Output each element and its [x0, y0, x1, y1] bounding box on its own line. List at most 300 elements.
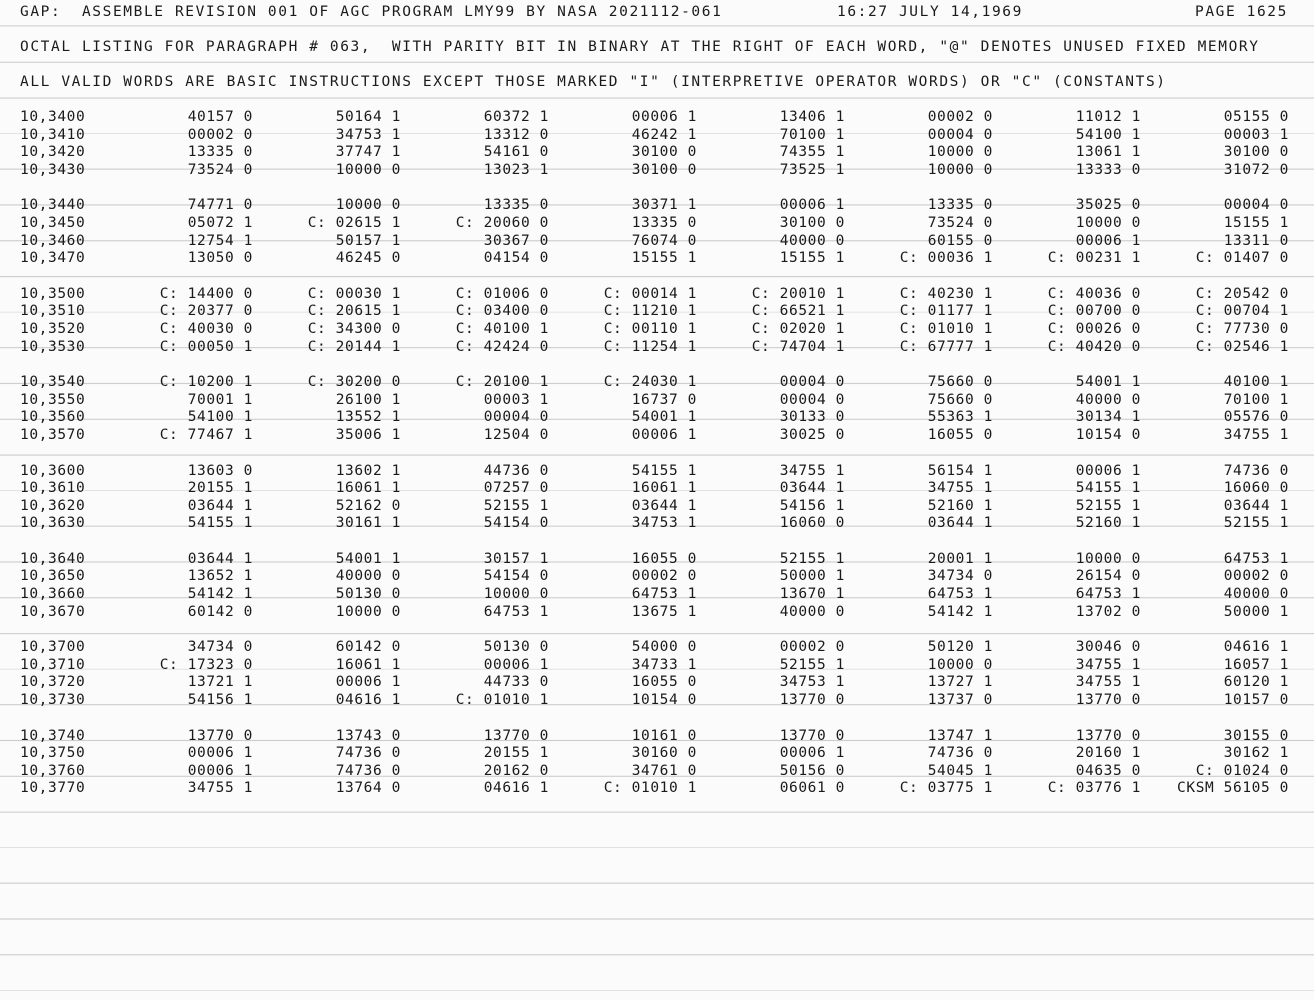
address-cell: 10,3630 [20, 515, 86, 532]
table-row [0, 674, 1314, 692]
word-cell: 34733 1 [631, 656, 697, 673]
word-cell: C: 02615 1 [307, 214, 401, 231]
word-cell: 03644 1 [187, 497, 253, 514]
word-cell: 03644 1 [187, 550, 253, 567]
word-cell: 30157 1 [483, 550, 549, 567]
address-cell: 10,3530 [20, 338, 86, 355]
word-cell: 10161 0 [631, 727, 697, 744]
word-cell: 40000 0 [779, 232, 845, 249]
word-cell: 20001 1 [927, 550, 993, 567]
address-cell: 10,3770 [20, 780, 86, 797]
word-cell: 54156 1 [779, 497, 845, 514]
word-cell: C: 00036 1 [899, 250, 993, 267]
word-cell: 30100 0 [631, 161, 697, 178]
word-cell: 64753 1 [483, 603, 549, 620]
word-cell: 40000 0 [1223, 586, 1289, 603]
word-cell: 52155 1 [1223, 515, 1289, 532]
word-cell: C: 01006 0 [455, 285, 549, 302]
word-cell: 34755 1 [779, 462, 845, 479]
word-cell: C: 30200 0 [307, 374, 401, 391]
word-cell: 13333 0 [1075, 161, 1141, 178]
word-cell: 13335 0 [631, 214, 697, 231]
word-cell: 00004 0 [927, 126, 993, 143]
word-cell: 34761 0 [631, 762, 697, 779]
word-cell: 60120 1 [1223, 674, 1289, 691]
word-cell: C: 03400 0 [455, 303, 549, 320]
word-cell: 04616 1 [1223, 639, 1289, 656]
word-cell: 31072 0 [1223, 161, 1289, 178]
word-cell: 44736 0 [483, 462, 549, 479]
word-cell: CKSM 56105 0 [1177, 780, 1289, 797]
address-cell: 10,3510 [20, 303, 86, 320]
table-row [0, 639, 1314, 657]
word-cell: 00006 1 [1075, 462, 1141, 479]
word-cell: 52162 0 [335, 497, 401, 514]
word-cell: 40000 0 [1075, 391, 1141, 408]
word-cell: 50120 1 [927, 639, 993, 656]
word-cell: 30161 1 [335, 515, 401, 532]
word-cell: 15155 1 [631, 250, 697, 267]
octal-listing-table [0, 109, 1314, 798]
table-row [0, 197, 1314, 215]
word-cell: 03644 1 [631, 497, 697, 514]
word-cell: 54100 1 [187, 409, 253, 426]
table-row [0, 463, 1314, 481]
word-cell: 13406 1 [779, 109, 845, 125]
word-cell: 74355 1 [779, 144, 845, 161]
word-cell: C: 40030 0 [159, 320, 253, 337]
word-cell: 76074 0 [631, 232, 697, 249]
word-cell: 34755 1 [187, 780, 253, 797]
word-cell: C: 01010 1 [455, 692, 549, 709]
word-cell: 30100 0 [779, 214, 845, 231]
word-cell: 13552 1 [335, 409, 401, 426]
address-cell: 10,3700 [20, 639, 86, 656]
word-cell: 13702 0 [1075, 603, 1141, 620]
word-cell: 50000 1 [779, 568, 845, 585]
word-cell: 26100 1 [335, 391, 401, 408]
word-cell: 13770 0 [187, 727, 253, 744]
table-row [0, 392, 1314, 410]
word-cell: C: 40100 1 [455, 320, 549, 337]
word-cell: 10000 0 [335, 197, 401, 214]
word-cell: 16061 1 [335, 480, 401, 497]
table-row [0, 215, 1314, 233]
word-cell: 13770 0 [779, 692, 845, 709]
word-cell: 50164 1 [335, 109, 401, 125]
word-cell: 54142 1 [927, 603, 993, 620]
word-cell: 60142 0 [187, 603, 253, 620]
word-cell: 34755 1 [1075, 656, 1141, 673]
word-cell: 34755 1 [1075, 674, 1141, 691]
address-cell: 10,3400 [20, 109, 86, 125]
word-cell: 00003 1 [483, 391, 549, 408]
table-row [0, 568, 1314, 586]
word-cell: 13747 1 [927, 727, 993, 744]
word-cell: 00004 0 [779, 391, 845, 408]
word-cell: 30100 0 [1223, 144, 1289, 161]
word-cell: 26154 0 [1075, 568, 1141, 585]
word-cell: 00006 1 [335, 674, 401, 691]
table-row [0, 409, 1314, 427]
word-cell: 55363 1 [927, 409, 993, 426]
address-cell: 10,3760 [20, 762, 86, 779]
table-row [0, 780, 1314, 798]
word-cell: 13312 0 [483, 126, 549, 143]
word-cell: 16055 0 [631, 550, 697, 567]
word-cell: 13770 0 [483, 727, 549, 744]
word-cell: 50157 1 [335, 232, 401, 249]
word-cell: C: 00050 1 [159, 338, 253, 355]
word-cell: C: 01177 1 [899, 303, 993, 320]
word-cell: 52155 1 [779, 656, 845, 673]
address-cell: 10,3650 [20, 568, 86, 585]
word-cell: 30160 0 [631, 745, 697, 762]
word-cell: 74771 0 [187, 197, 253, 214]
table-row [0, 162, 1314, 180]
word-cell: 50156 0 [779, 762, 845, 779]
word-cell: 13675 1 [631, 603, 697, 620]
word-cell: C: 20542 0 [1195, 285, 1289, 302]
word-cell: 13061 1 [1075, 144, 1141, 161]
word-cell: 10157 0 [1223, 692, 1289, 709]
word-cell: 60372 1 [483, 109, 549, 125]
word-cell: C: 77730 0 [1195, 320, 1289, 337]
word-cell: 60155 0 [927, 232, 993, 249]
word-cell: 04616 1 [335, 692, 401, 709]
word-cell: 12754 1 [187, 232, 253, 249]
word-cell: C: 42424 0 [455, 338, 549, 355]
table-row [0, 763, 1314, 781]
word-cell: 20162 0 [483, 762, 549, 779]
word-cell: C: 00231 1 [1047, 250, 1141, 267]
word-cell: C: 02020 1 [751, 320, 845, 337]
table-row [0, 604, 1314, 622]
word-cell: 74736 0 [335, 745, 401, 762]
table-row [0, 127, 1314, 145]
word-cell: 35025 0 [1075, 197, 1141, 214]
word-cell: 54155 1 [187, 515, 253, 532]
address-cell: 10,3750 [20, 745, 86, 762]
table-row [0, 109, 1314, 127]
address-cell: 10,3440 [20, 197, 86, 214]
address-cell: 10,3500 [20, 285, 86, 302]
word-cell: C: 00110 1 [603, 320, 697, 337]
word-cell: 30162 1 [1223, 745, 1289, 762]
word-cell: 34755 1 [927, 480, 993, 497]
assembly-header: GAP: ASSEMBLE REVISION 001 OF AGC PROGRAM LMY99 BY NASA 2021112-061 [20, 4, 723, 20]
word-cell: 10000 0 [335, 603, 401, 620]
word-cell: 54001 1 [335, 550, 401, 567]
word-cell: 60142 0 [335, 639, 401, 656]
word-cell: 30046 0 [1075, 639, 1141, 656]
word-cell: 00006 1 [187, 745, 253, 762]
word-cell: C: 77467 1 [159, 426, 253, 443]
word-cell: C: 10200 1 [159, 374, 253, 391]
word-cell: 13743 0 [335, 727, 401, 744]
word-cell: 03644 1 [779, 480, 845, 497]
word-cell: 30367 0 [483, 232, 549, 249]
word-cell: 12504 0 [483, 426, 549, 443]
word-cell: C: 20060 0 [455, 214, 549, 231]
word-cell: 13023 1 [483, 161, 549, 178]
address-cell: 10,3420 [20, 144, 86, 161]
word-cell: 13335 0 [927, 197, 993, 214]
word-cell: 34734 0 [927, 568, 993, 585]
word-cell: 04616 1 [483, 780, 549, 797]
word-cell: 15155 1 [1223, 214, 1289, 231]
word-cell: 13335 0 [187, 144, 253, 161]
word-cell: C: 40420 0 [1047, 338, 1141, 355]
address-cell: 10,3470 [20, 250, 86, 267]
word-cell: C: 40036 0 [1047, 285, 1141, 302]
word-cell: 05072 1 [187, 214, 253, 231]
word-cell: 54001 1 [631, 409, 697, 426]
table-row [0, 233, 1314, 251]
word-cell: 10000 0 [927, 161, 993, 178]
word-cell: C: 66521 1 [751, 303, 845, 320]
word-cell: 00002 0 [631, 568, 697, 585]
table-row [0, 321, 1314, 339]
word-cell: 40100 1 [1223, 374, 1289, 391]
word-cell: 00003 1 [1223, 126, 1289, 143]
word-cell: 13737 0 [927, 692, 993, 709]
word-cell: C: 67777 1 [899, 338, 993, 355]
word-cell: 13670 1 [779, 586, 845, 603]
word-cell: 46242 1 [631, 126, 697, 143]
word-cell: C: 74704 1 [751, 338, 845, 355]
word-cell: 13727 1 [927, 674, 993, 691]
table-row [0, 515, 1314, 533]
word-cell: 54001 1 [1075, 374, 1141, 391]
address-cell: 10,3570 [20, 426, 86, 443]
address-cell: 10,3610 [20, 480, 86, 497]
word-cell: 35006 1 [335, 426, 401, 443]
word-cell: 10000 0 [927, 144, 993, 161]
word-cell: 03644 1 [927, 515, 993, 532]
word-cell: 00002 0 [927, 109, 993, 125]
word-cell: 04154 0 [483, 250, 549, 267]
word-cell: 74736 0 [927, 745, 993, 762]
word-cell: 13050 0 [187, 250, 253, 267]
word-cell: C: 20377 0 [159, 303, 253, 320]
word-cell: 52160 1 [1075, 515, 1141, 532]
word-cell: 00006 1 [1075, 232, 1141, 249]
address-cell: 10,3550 [20, 391, 86, 408]
word-cell: 50130 0 [483, 639, 549, 656]
word-cell: 54161 0 [483, 144, 549, 161]
table-row [0, 303, 1314, 321]
word-cell: 75660 0 [927, 391, 993, 408]
table-row [0, 250, 1314, 268]
word-cell: 74736 0 [335, 762, 401, 779]
word-cell: 73524 0 [187, 161, 253, 178]
word-cell: 13770 0 [1075, 727, 1141, 744]
word-cell: 13770 0 [779, 727, 845, 744]
word-cell: 30134 1 [1075, 409, 1141, 426]
word-cell: 52160 1 [927, 497, 993, 514]
word-cell: 34755 1 [1223, 426, 1289, 443]
word-cell: 10154 0 [631, 692, 697, 709]
table-row [0, 692, 1314, 710]
word-cell: 70100 1 [779, 126, 845, 143]
word-cell: 16057 1 [1223, 656, 1289, 673]
table-row [0, 286, 1314, 304]
word-cell: 13602 1 [335, 462, 401, 479]
word-cell: 16055 0 [927, 426, 993, 443]
word-cell: 40000 0 [779, 603, 845, 620]
word-cell: 64753 1 [1223, 550, 1289, 567]
word-cell: 30133 0 [779, 409, 845, 426]
table-row [0, 339, 1314, 357]
word-cell: 00006 1 [483, 656, 549, 673]
word-cell: 34734 0 [187, 639, 253, 656]
address-cell: 10,3660 [20, 586, 86, 603]
address-cell: 10,3460 [20, 232, 86, 249]
word-cell: 20155 1 [483, 745, 549, 762]
word-cell: 74736 0 [1223, 462, 1289, 479]
word-cell: 52155 1 [483, 497, 549, 514]
page-number: PAGE 1625 [1195, 4, 1288, 20]
word-cell: C: 20144 1 [307, 338, 401, 355]
table-row [0, 728, 1314, 746]
address-cell: 10,3410 [20, 126, 86, 143]
word-cell: 54155 1 [631, 462, 697, 479]
word-cell: 00006 1 [631, 426, 697, 443]
word-cell: C: 11254 1 [603, 338, 697, 355]
address-cell: 10,3730 [20, 692, 86, 709]
address-cell: 10,3620 [20, 497, 86, 514]
word-cell: 05576 0 [1223, 409, 1289, 426]
table-row [0, 745, 1314, 763]
word-cell: C: 03775 1 [899, 780, 993, 797]
word-cell: 54155 1 [1075, 480, 1141, 497]
word-cell: 34753 1 [335, 126, 401, 143]
word-cell: C: 24030 1 [603, 374, 697, 391]
word-cell: 16055 0 [631, 674, 697, 691]
word-cell: C: 20615 1 [307, 303, 401, 320]
table-row [0, 427, 1314, 445]
table-row [0, 480, 1314, 498]
address-cell: 10,3450 [20, 214, 86, 231]
word-cell: C: 02546 1 [1195, 338, 1289, 355]
word-cell: C: 34300 0 [307, 320, 401, 337]
word-cell: C: 00704 1 [1195, 303, 1289, 320]
word-cell: 54000 0 [631, 639, 697, 656]
word-cell: 10154 0 [1075, 426, 1141, 443]
table-row [0, 374, 1314, 392]
word-cell: 11012 1 [1075, 109, 1141, 125]
address-cell: 10,3520 [20, 320, 86, 337]
word-cell: 10000 0 [335, 161, 401, 178]
word-cell: 54154 0 [483, 568, 549, 585]
word-cell: 50000 1 [1223, 603, 1289, 620]
word-cell: 16060 0 [1223, 480, 1289, 497]
word-cell: 13603 0 [187, 462, 253, 479]
word-cell: 54154 0 [483, 515, 549, 532]
word-cell: 10000 0 [1075, 214, 1141, 231]
word-cell: 64753 1 [927, 586, 993, 603]
word-cell: 54142 1 [187, 586, 253, 603]
word-cell: 56154 1 [927, 462, 993, 479]
word-cell: 30100 0 [631, 144, 697, 161]
word-cell: 16061 1 [335, 656, 401, 673]
address-cell: 10,3740 [20, 727, 86, 744]
word-cell: C: 00014 1 [603, 285, 697, 302]
word-cell: 13311 0 [1223, 232, 1289, 249]
word-cell: 06061 0 [779, 780, 845, 797]
listing-legend: ALL VALID WORDS ARE BASIC INSTRUCTIONS EXCEPT THOSE MARKED "I" (INTERPRETIVE OPERATOR WORDS) OR "C" (CONSTANTS) [20, 74, 1167, 90]
word-cell: 52155 1 [779, 550, 845, 567]
word-cell: C: 17323 0 [159, 656, 253, 673]
word-cell: 00006 1 [631, 109, 697, 125]
word-cell: 20155 1 [187, 480, 253, 497]
word-cell: 34753 1 [631, 515, 697, 532]
word-cell: 46245 0 [335, 250, 401, 267]
table-row [0, 586, 1314, 604]
word-cell: 70001 1 [187, 391, 253, 408]
table-row [0, 498, 1314, 516]
word-cell: 64753 1 [1075, 586, 1141, 603]
word-cell: 30371 1 [631, 197, 697, 214]
word-cell: 15155 1 [779, 250, 845, 267]
address-cell: 10,3670 [20, 603, 86, 620]
table-row [0, 657, 1314, 675]
word-cell: C: 14400 0 [159, 285, 253, 302]
word-cell: C: 20010 1 [751, 285, 845, 302]
word-cell: C: 01024 0 [1195, 762, 1289, 779]
word-cell: 40157 0 [187, 109, 253, 125]
word-cell: 34753 1 [779, 674, 845, 691]
word-cell: 00004 0 [779, 374, 845, 391]
word-cell: 73525 1 [779, 161, 845, 178]
word-cell: 04635 0 [1075, 762, 1141, 779]
word-cell: 70100 1 [1223, 391, 1289, 408]
word-cell: 13335 0 [483, 197, 549, 214]
word-cell: 00006 1 [779, 745, 845, 762]
word-cell: 00004 0 [1223, 197, 1289, 214]
word-cell: 30155 0 [1223, 727, 1289, 744]
word-cell: C: 00030 1 [307, 285, 401, 302]
word-cell: 10000 0 [483, 586, 549, 603]
table-row [0, 551, 1314, 569]
word-cell: 16060 0 [779, 515, 845, 532]
word-cell: 64753 1 [631, 586, 697, 603]
word-cell: 52155 1 [1075, 497, 1141, 514]
word-cell: 03644 1 [1223, 497, 1289, 514]
word-cell: 13764 0 [335, 780, 401, 797]
word-cell: C: 03776 1 [1047, 780, 1141, 797]
word-cell: 07257 0 [483, 480, 549, 497]
word-cell: C: 00700 0 [1047, 303, 1141, 320]
word-cell: C: 01010 1 [899, 320, 993, 337]
address-cell: 10,3710 [20, 656, 86, 673]
word-cell: 20160 1 [1075, 745, 1141, 762]
word-cell: 30025 0 [779, 426, 845, 443]
word-cell: 10000 0 [927, 656, 993, 673]
word-cell: 54045 1 [927, 762, 993, 779]
word-cell: 05155 0 [1223, 109, 1289, 125]
word-cell: 16737 0 [631, 391, 697, 408]
address-cell: 10,3640 [20, 550, 86, 567]
word-cell: C: 00026 0 [1047, 320, 1141, 337]
address-cell: 10,3560 [20, 409, 86, 426]
address-cell: 10,3720 [20, 674, 86, 691]
address-cell: 10,3430 [20, 161, 86, 178]
word-cell: 13770 0 [1075, 692, 1141, 709]
table-row [0, 144, 1314, 162]
word-cell: 00006 1 [187, 762, 253, 779]
